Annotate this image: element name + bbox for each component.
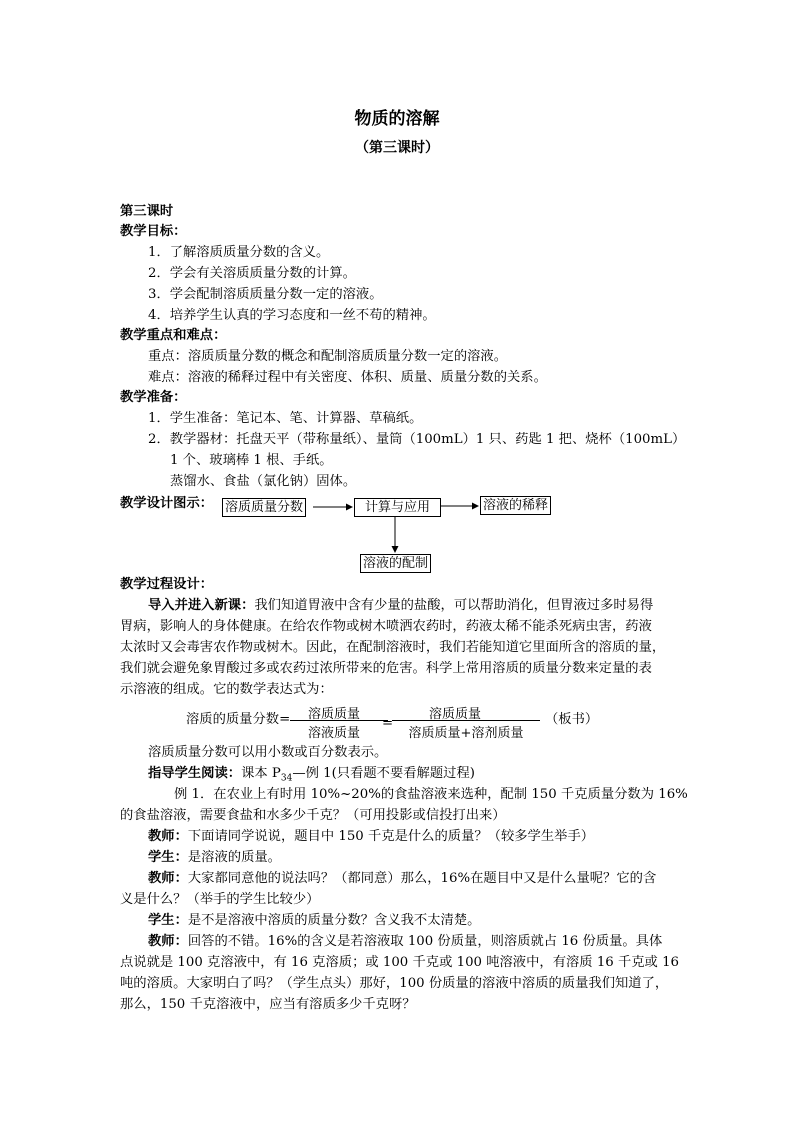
dialogue-line: 点说就是 100 克溶液中，有 16 克溶质；或 100 千克或 100 吨溶液中，有溶质 16 千克或 16 <box>120 955 680 970</box>
intro-paragraph-line: 胃病，影响人的身体健康。在给农作物或树木喷洒农药时，药液太稀不能杀死病虫害，药液 <box>120 619 652 634</box>
dialogue-line: 教师：回答的不错。16%的含义是若溶液取 100 份质量，则溶质就占 16 份质量。具体 <box>148 934 663 949</box>
intro-paragraph-line: 示溶液的组成。它的数学表达式为： <box>120 682 333 697</box>
reading-lead: 指导学生阅读： <box>148 766 242 781</box>
formula-note: （板书） <box>545 712 599 727</box>
goal-item: 1．了解溶质质量分数的含义。 <box>148 245 330 260</box>
example-line: 例 1．在农业上有时用 10%~20%的食盐溶液来选种，配制 150 千克质量分数为 16% <box>174 787 688 802</box>
body-line: 溶质质量分数可以用小数或百分数表示。 <box>148 745 388 760</box>
dialogue-line: 学生：是溶液的质量。 <box>148 850 281 865</box>
dialogue-line: 教师：大家都同意他的说法吗？（都同意）那么，16%在题目中又是什么量呢？它的含 <box>148 871 657 886</box>
goals-heading: 教学目标： <box>120 224 187 239</box>
intro-paragraph-line: 我们就会避免象胃酸过多或农药过浓所带来的危害。科学上常用溶质的质量分数来定量的表 <box>120 661 652 676</box>
page-title: 物质的溶解 <box>354 109 440 129</box>
dialogue-line: 教师：下面请同学说说，题目中 150 千克是什么的质量？（较多学生举手） <box>148 829 595 844</box>
intro-paragraph-line: 导入并进入新课：我们知道胃液中含有少量的盐酸，可以帮助消化，但胃液过多时易得 <box>148 598 654 613</box>
dialogue-line: 那么，150 千克溶液中，应当有溶质多少千克呀？ <box>120 997 416 1012</box>
formula-denominator: 溶液质量 <box>307 726 360 741</box>
page-subtitle: （第三课时） <box>355 140 439 156</box>
goal-item: 4．培养学生认真的学习态度和一丝不苟的精神。 <box>148 308 436 323</box>
formula-fraction-bar-2 <box>392 720 540 721</box>
section-heading: 第三课时 <box>120 204 174 219</box>
formula-equals: = <box>382 716 394 731</box>
diagram-node-preparation: 溶液的配制 <box>360 554 431 573</box>
diagram-node-dilution: 溶液的稀释 <box>480 496 551 515</box>
prep-heading: 教学准备： <box>120 390 187 405</box>
goal-item: 3．学会配制溶质质量分数一定的溶液。 <box>148 287 383 302</box>
diagram-node-concentration: 溶质质量分数 <box>222 498 306 517</box>
key-point: 难点：溶液的稀释过程中有关密度、体积、质量、质量分数的关系。 <box>148 370 547 385</box>
diagram-node-calculation: 计算与应用 <box>354 498 441 517</box>
prep-item: 1．学生准备：笔记本、笔、计算器、草稿纸。 <box>148 411 423 426</box>
prep-item: 蒸馏水、食盐（氯化钠）固体。 <box>170 474 357 489</box>
dialogue-line: 学生：是不是溶液中溶质的质量分数？含义我不太清楚。 <box>148 913 481 928</box>
diagram-label: 教学设计图示： <box>120 496 214 511</box>
example-line: 的食盐溶液，需要食盐和水多少千克？（可用投影或信投打出来） <box>120 808 506 823</box>
goal-item: 2．学会有关溶质质量分数的计算。 <box>148 266 356 281</box>
formula-numerator: 溶质质量 <box>307 707 360 722</box>
prep-item: 1 个、玻璃棒 1 根、手纸。 <box>170 453 333 468</box>
intro-paragraph-line: 太浓时又会毒害农作物或树木。因此，在配制溶液时，我们若能知道它里面所含的溶质的量， <box>120 640 666 655</box>
formula-denominator-2: 溶质质量+溶剂质量 <box>408 726 524 741</box>
formula-lhs: 溶质的质量分数= <box>186 712 291 727</box>
dialogue-line: 义是什么？（举手的学生比较少） <box>120 892 320 907</box>
intro-lead: 导入并进入新课： <box>148 598 255 613</box>
formula-numerator-2: 溶质质量 <box>428 707 481 722</box>
reading-guide-line: 指导学生阅读：课本 $P_{34}—$例 1(只看题不要看解题过程) <box>148 766 475 784</box>
formula-fraction-bar <box>290 720 388 721</box>
key-points-heading: 教学重点和难点： <box>120 328 227 343</box>
key-point: 重点：溶质质量分数的概念和配制溶质质量分数一定的溶液。 <box>148 349 508 364</box>
dialogue-line: 吨的溶质。大家明白了吗？（学生点头）那好，100 份质量的溶液中溶质的质量我们知道了， <box>120 976 669 991</box>
prep-item: 2．教学器材：托盘天平（带称量纸）、量筒（100mL）1 只、药匙 1 把、烧杯（100mL） <box>148 432 686 447</box>
process-heading: 教学过程设计： <box>120 577 214 592</box>
